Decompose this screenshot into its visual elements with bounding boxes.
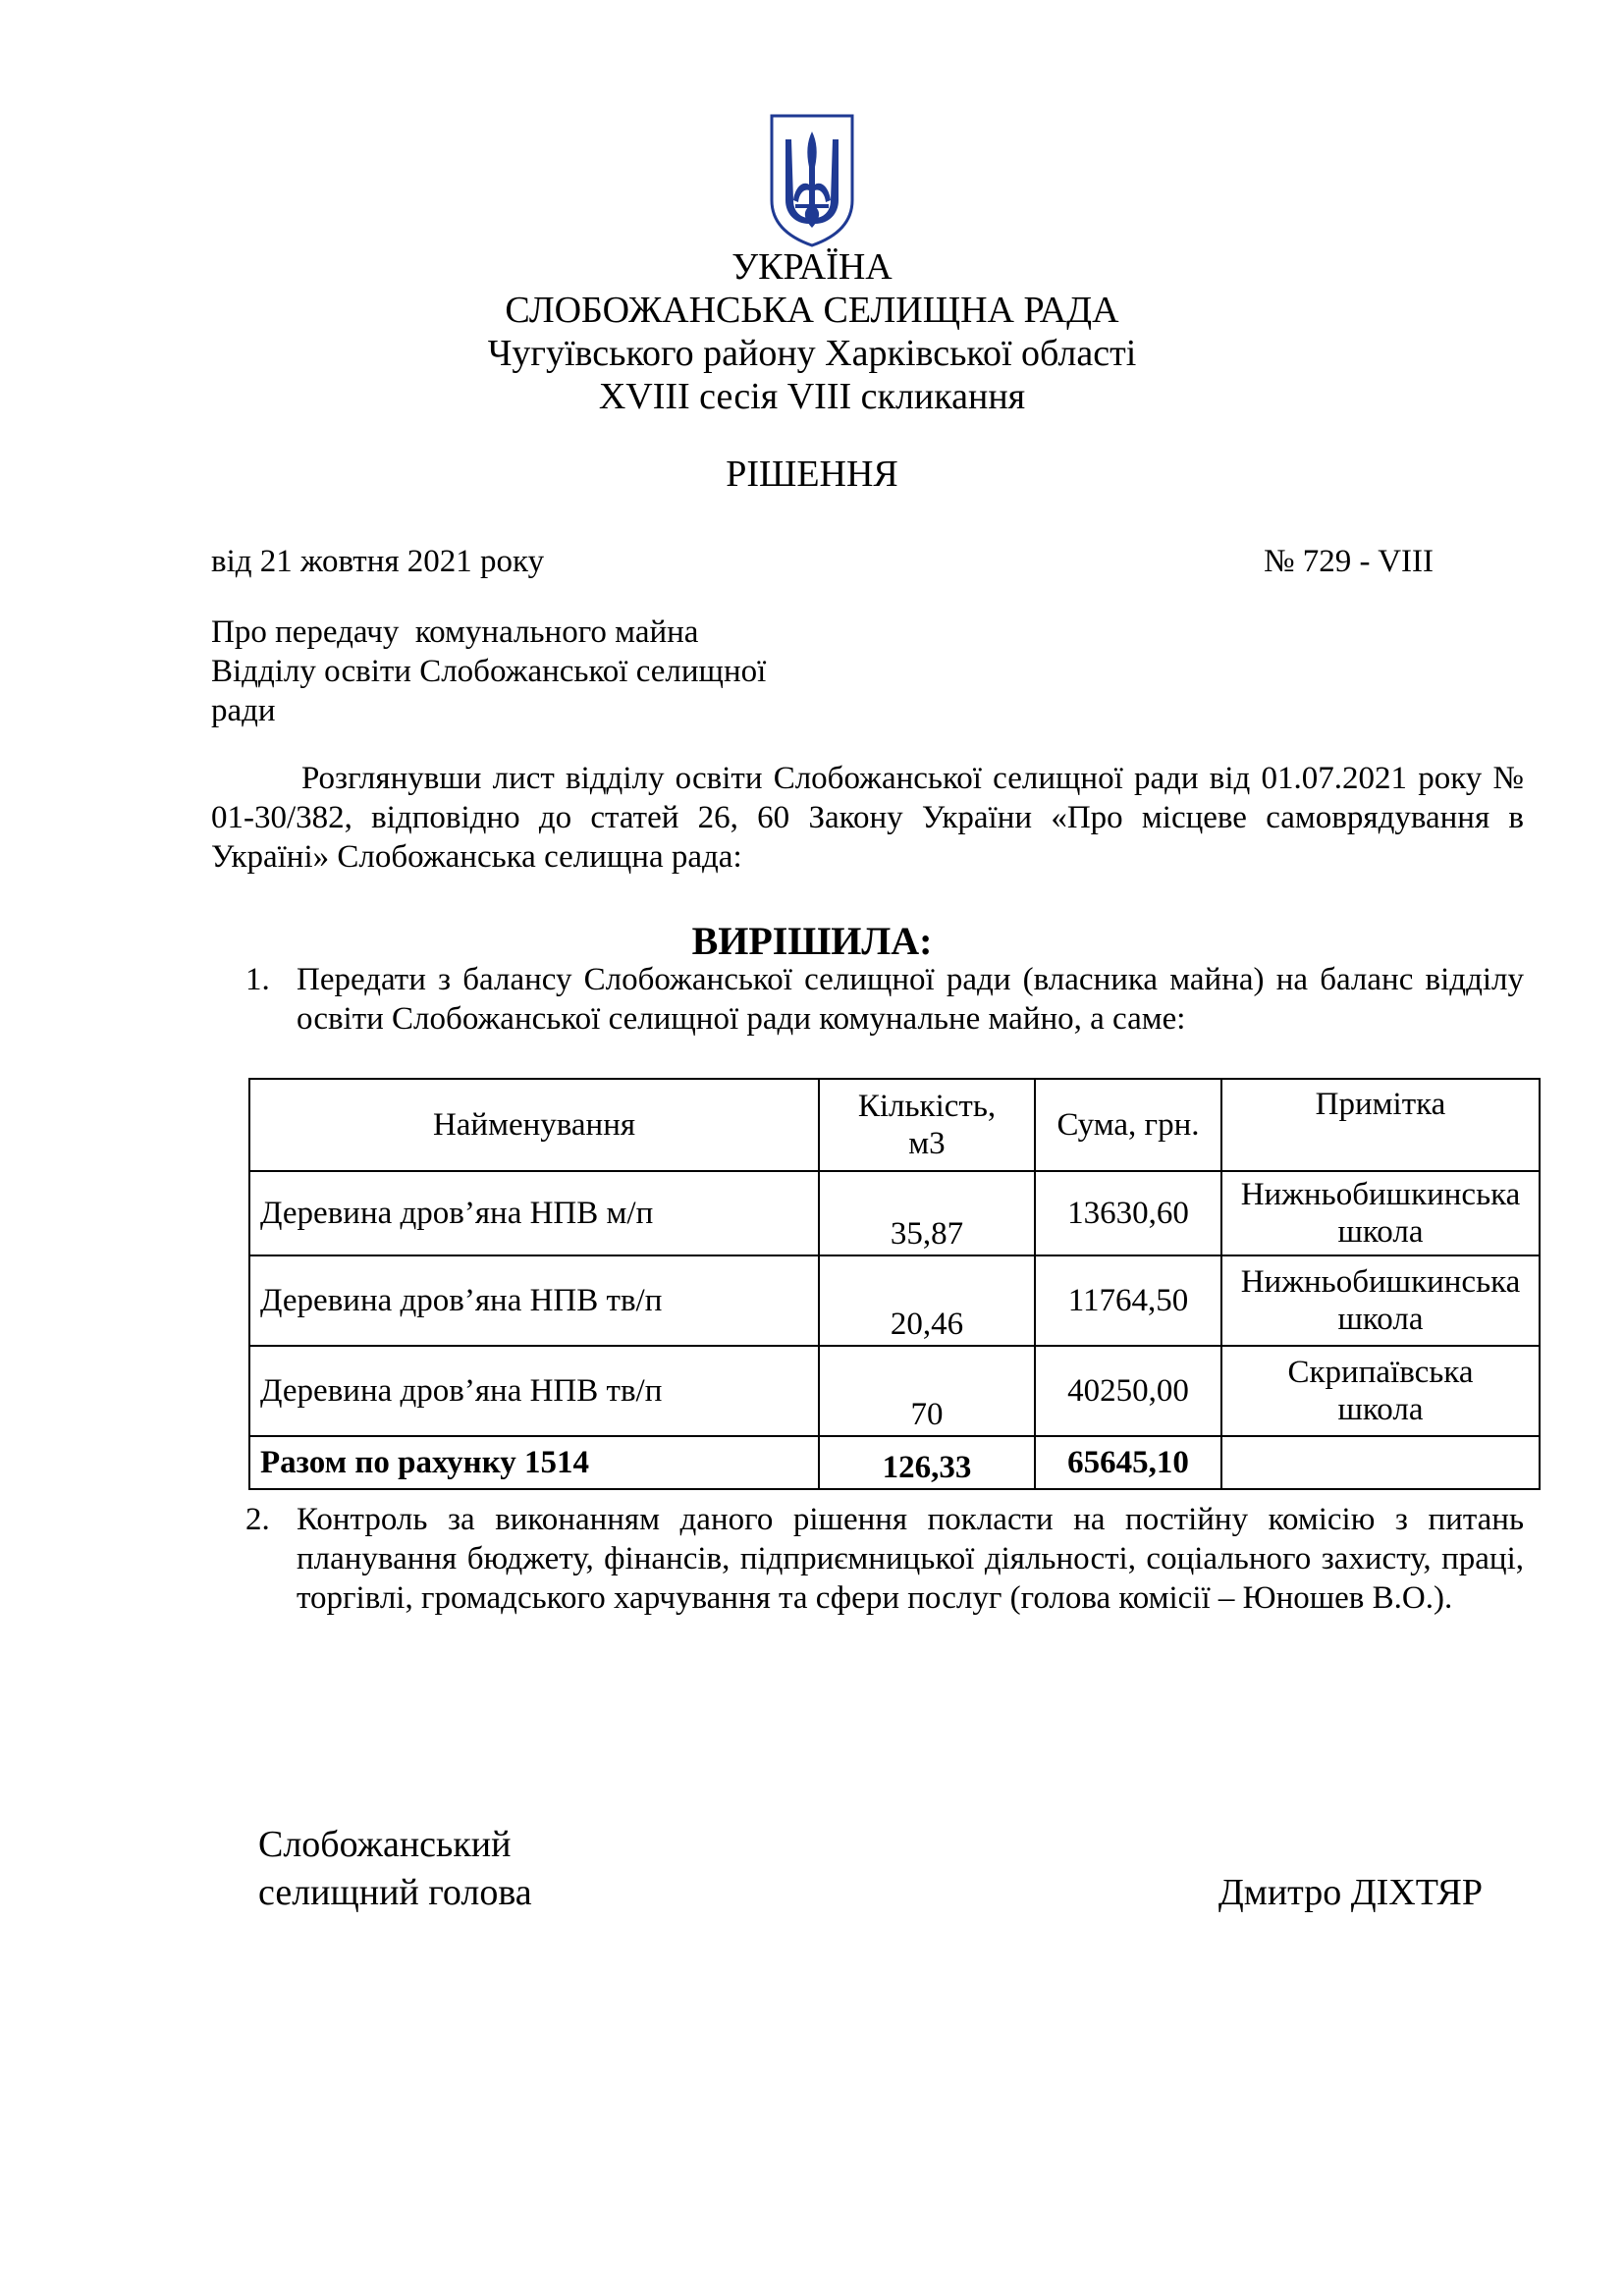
signatory-name: Дмитро ДІХТЯР	[1218, 1872, 1483, 1913]
note-line: школа	[1337, 1214, 1424, 1250]
position-line: Слобожанський	[258, 1824, 512, 1865]
header-session: XVIII сесія VIII скликання	[598, 376, 1026, 417]
cell-quantity: 70	[819, 1346, 1035, 1436]
column-header-note: Примітка	[1221, 1079, 1540, 1171]
table-total-row	[249, 1436, 1540, 1489]
cell-note	[1221, 1171, 1540, 1255]
subject-line: Про передачу комунального майна	[211, 614, 699, 650]
cell-note	[1221, 1346, 1540, 1436]
note-line: Нижньобишкинська	[1240, 1177, 1521, 1212]
cell-quantity: 35,87	[819, 1171, 1035, 1255]
decision-date: від 21 жовтня 2021 року	[211, 544, 545, 579]
cell-sum: 40250,00	[1035, 1346, 1221, 1436]
column-header-sum: Сума, грн.	[1035, 1079, 1221, 1171]
cell-total-quantity: 126,33	[819, 1436, 1035, 1489]
position-line: селищний голова	[258, 1872, 532, 1913]
column-header-name: Найменування	[249, 1079, 819, 1171]
header-district: Чугуївського району Харківської області	[487, 333, 1137, 374]
document-title: РІШЕННЯ	[726, 454, 898, 495]
header-country: УКРАЇНА	[731, 246, 893, 288]
list-item-number: 1.	[245, 962, 270, 997]
cell-quantity: 20,46	[819, 1255, 1035, 1346]
cell-name: Деревина дров’яна НПВ тв/п	[249, 1255, 819, 1346]
table-header-row	[249, 1079, 1540, 1171]
header-council: СЛОБОЖАНСЬКА СЕЛИЩНА РАДА	[505, 290, 1119, 331]
table-row	[249, 1346, 1540, 1436]
note-line: Нижньобишкинська	[1240, 1264, 1521, 1300]
header-line: м3	[908, 1126, 946, 1161]
cell-note	[1221, 1255, 1540, 1346]
table-row	[249, 1255, 1540, 1346]
cell-total-sum: 65645,10	[1035, 1436, 1221, 1489]
header-line: Кількість,	[857, 1089, 997, 1124]
cell-total-note	[1221, 1436, 1540, 1489]
note-line: Скрипаївська	[1287, 1355, 1474, 1390]
note-line: школа	[1337, 1302, 1424, 1337]
decided-heading: ВИРІШИЛА:	[691, 919, 933, 963]
note-line: школа	[1337, 1392, 1424, 1427]
decision-number: № 729 - VIII	[1264, 544, 1434, 579]
subject-line: ради	[211, 693, 276, 728]
signatory-position	[258, 1821, 532, 1917]
column-header-quantity	[819, 1079, 1035, 1171]
table-row	[249, 1171, 1540, 1255]
list-item-text: Передати з балансу Слобожанської селищної ради (власника майна) на баланс відділу освіти Слобожанської селищної ради комунальне майно, а саме:	[297, 962, 1524, 1037]
decision-subject	[211, 613, 839, 730]
list-item-text: Контроль за виконанням даного рішення покласти на постійну комісію з питань планування бюджету, фінансів, підприємницької діяльності, соціального захисту, праці, торгівлі, громадського харчування та сфери послуг (голова комісії – Юношев В.О.).	[297, 1502, 1524, 1616]
property-table	[248, 1078, 1541, 1490]
cell-name: Деревина дров’яна НПВ м/п	[249, 1171, 819, 1255]
cell-sum: 13630,60	[1035, 1171, 1221, 1255]
cell-sum: 11764,50	[1035, 1255, 1221, 1346]
preamble-paragraph: Розглянувши лист відділу освіти Слобожанської селищної ради від 01.07.2021 року № 01-30/382, відповідно до статей 26, 60 Закону України «Про місцеве самоврядування в Україні» Слобожанська селищна рада:	[211, 761, 1524, 875]
cell-name: Деревина дров’яна НПВ тв/п	[249, 1346, 819, 1436]
coat-of-arms-icon	[766, 110, 858, 249]
list-item-number: 2.	[245, 1502, 270, 1537]
subject-line: Відділу освіти Слобожанської селищної	[211, 654, 767, 689]
cell-total-label: Разом по рахунку 1514	[249, 1436, 819, 1489]
